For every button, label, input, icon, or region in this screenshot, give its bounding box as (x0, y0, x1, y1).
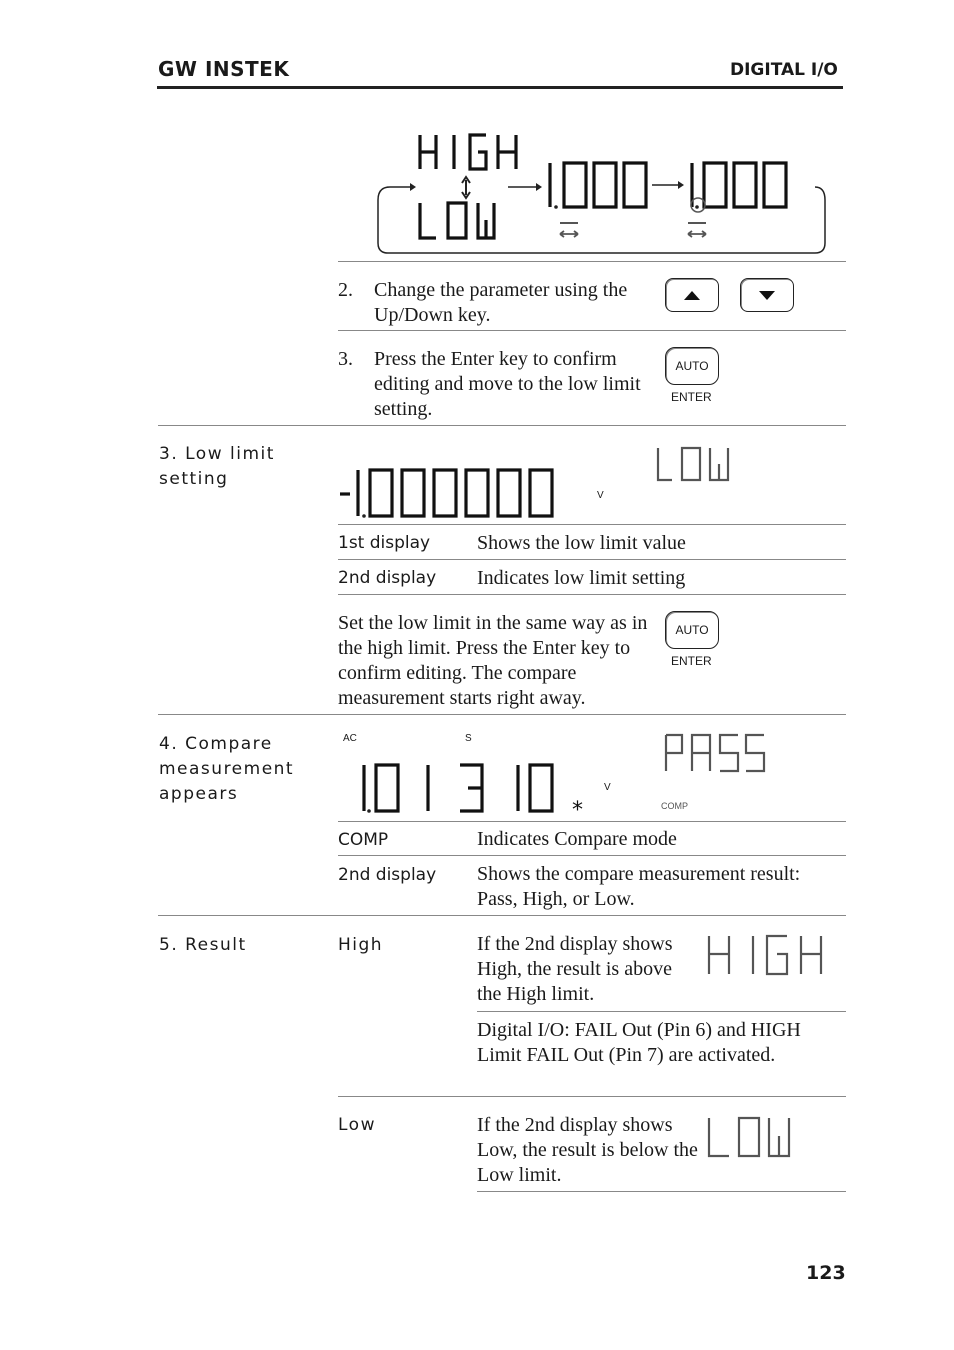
divider (158, 915, 846, 916)
compare-row1-term: COMP (338, 830, 389, 850)
auto-key-label-2: AUTO (675, 623, 709, 637)
low-row2-desc: Indicates low limit setting (477, 567, 686, 589)
result-high-desc: If the 2nd display shows High, the result is above the High limit. (477, 933, 673, 1005)
divider (338, 594, 846, 595)
svg-text:*: * (572, 798, 583, 820)
divider (338, 330, 846, 331)
divider (477, 1011, 846, 1012)
s-annunciator: S (465, 733, 472, 744)
comp-annunciator: COMP (661, 801, 688, 811)
low-limit-label: 3. Low limit setting (159, 444, 275, 489)
value-1000-b (688, 163, 786, 237)
ac-annunciator: AC (343, 733, 357, 744)
divider (338, 524, 846, 525)
auto-key-label: AUTO (675, 359, 709, 373)
divider (338, 855, 846, 856)
page-number: 123 (806, 1262, 846, 1284)
divider (338, 559, 846, 560)
low-display-icon (705, 1112, 800, 1162)
compare-display (336, 725, 776, 820)
value-1000-a (550, 163, 646, 237)
divider (338, 261, 846, 262)
step3-text: Press the Enter key to confirm editing and move to the low limit setting. (374, 348, 641, 420)
low-limit-display (336, 440, 756, 525)
up-arrow-icon (666, 279, 718, 311)
low-row1-term: 1st display (338, 533, 431, 553)
result-high-term: High (338, 935, 384, 955)
high-display-icon (705, 930, 830, 980)
low-limit-unit: V (597, 490, 604, 501)
enter-key-label-2: ENTER (671, 654, 712, 668)
compare-label: 4. Compare measurement appears (159, 734, 295, 804)
step3-number: 3. (338, 348, 353, 370)
compare-row2-desc: Shows the compare measurement result: Pass, High, or Low. (477, 863, 801, 910)
high-low-cycle-diagram (370, 125, 835, 260)
divider (477, 1191, 846, 1192)
step2-number: 2. (338, 279, 353, 301)
enter-key-label: ENTER (671, 390, 712, 404)
compare-row2-term: 2nd display (338, 865, 437, 885)
divider (158, 714, 846, 715)
result-label: 5. Result (159, 935, 247, 955)
section-title: DIGITAL I/O (730, 60, 838, 80)
step2-text: Change the parameter using the Up/Down key. (374, 279, 628, 326)
low-segment-text (420, 203, 494, 238)
brand-logo: GW INSTEK (158, 57, 290, 81)
high-segment-text (420, 135, 516, 169)
compare-row1-desc: Indicates Compare mode (477, 828, 677, 850)
auto-enter-button[interactable] (665, 347, 719, 385)
result-high-pins: Digital I/O: FAIL Out (Pin 6) and HIGH Limit FAIL Out (Pin 7) are activated. (477, 1019, 801, 1066)
auto-enter-button-2[interactable] (665, 611, 719, 649)
compare-unit: V (604, 782, 611, 793)
divider (158, 425, 846, 426)
down-arrow-icon (741, 279, 793, 311)
up-key-button[interactable] (665, 278, 719, 312)
low-row2-term: 2nd display (338, 568, 437, 588)
result-low-desc: If the 2nd display shows Low, the result is below the Low limit. (477, 1114, 698, 1186)
divider (338, 821, 846, 822)
header-rule (157, 86, 843, 89)
divider (338, 1096, 846, 1097)
low-limit-note: Set the low limit in the same way as in the high limit. Press the Enter key to confirm editing. The compare measurement starts right away. (338, 612, 648, 709)
low-row1-desc: Shows the low limit value (477, 532, 686, 554)
down-key-button[interactable] (740, 278, 794, 312)
result-low-term: Low (338, 1115, 376, 1135)
